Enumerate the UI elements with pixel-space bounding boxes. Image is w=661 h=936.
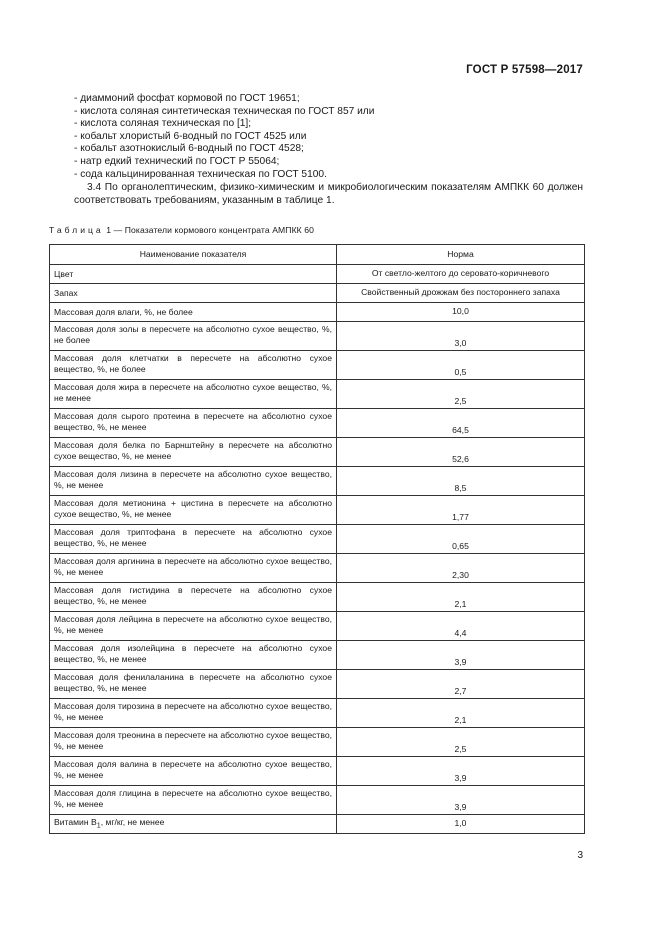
indicator-value: 3,9 [337, 757, 585, 786]
table-row [50, 728, 585, 757]
list-item: - кислота соляная техническая по [1]; [74, 118, 252, 130]
indicator-name: Массовая доля фенилаланина в пересчете на абсолютно сухое вещество, %, не менее [50, 670, 337, 699]
page-number: 3 [577, 850, 583, 861]
indicator-value: 0,65 [337, 525, 585, 554]
indicator-value: 2,5 [337, 728, 585, 757]
indicator-value: От светло-желтого до серовато-коричневого [337, 265, 585, 284]
table-row [50, 525, 585, 554]
indicator-name: Массовая доля метионина + цистина в пересчете на абсолютно сухое вещество, %, не менее [50, 496, 337, 525]
indicator-value: 10,0 [337, 303, 585, 322]
indicator-value: 1,77 [337, 496, 585, 525]
indicator-name: Массовая доля тирозина в пересчете на абсолютно сухое вещество, %, не менее [50, 699, 337, 728]
indicator-name: Массовая доля аргинина в пересчете на абсолютно сухое вещество, %, не менее [50, 554, 337, 583]
table-caption-text: 1 — Показатели кормового концентрата АМПКК 60 [106, 225, 315, 235]
table-row [50, 757, 585, 786]
document-code: ГОСТ Р 57598—2017 [466, 64, 583, 76]
table-row [50, 284, 585, 303]
indicator-name: Массовая доля триптофана в пересчете на абсолютно сухое вещество, %, не менее [50, 525, 337, 554]
indicator-value: 52,6 [337, 438, 585, 467]
indicator-value: 2,1 [337, 583, 585, 612]
indicator-value: 3,9 [337, 641, 585, 670]
indicator-name: Массовая доля глицина в пересчете на абсолютно сухое вещество, %, не менее [50, 786, 337, 815]
indicator-name: Массовая доля жира в пересчете на абсолютно сухое вещество, %, не менее [50, 380, 337, 409]
header-indicator-name: Наименование показателя [50, 245, 337, 265]
list-item: - сода кальцинированная техническая по ГОСТ 5100. [74, 168, 327, 180]
indicator-name: Массовая доля клетчатки в пересчете на абсолютно сухое вещество, %, не более [50, 351, 337, 380]
indicator-value: 2,1 [337, 699, 585, 728]
materials-list [74, 93, 594, 181]
table-row [50, 265, 585, 284]
indicator-name: Массовая доля треонина в пересчете на абсолютно сухое вещество, %, не менее [50, 728, 337, 757]
table-caption-label: Таблица [49, 225, 104, 235]
indicator-value: 2,5 [337, 380, 585, 409]
table-row [50, 303, 585, 322]
indicator-value: 64,5 [337, 409, 585, 438]
table-row [50, 815, 585, 834]
indicator-name: Массовая доля гистидина в пересчете на абсолютно сухое вещество, %, не менее [50, 583, 337, 612]
indicator-name: Массовая доля золы в пересчете на абсолютно сухое вещество, %, не более [50, 322, 337, 351]
indicator-value: Свойственный дрожжам без постороннего запаха [337, 284, 585, 303]
table-row [50, 670, 585, 699]
indicator-name: Массовая доля сырого протеина в пересчете на абсолютно сухое вещество, %, не менее [50, 409, 337, 438]
vitamin-name-prefix: Витамин В [54, 817, 97, 828]
indicator-value: 1,0 [337, 815, 585, 834]
table-row [50, 496, 585, 525]
indicator-value: 3,9 [337, 786, 585, 815]
table-row [50, 554, 585, 583]
header-norm: Норма [337, 245, 585, 265]
indicator-value: 2,30 [337, 554, 585, 583]
indicator-value: 0,5 [337, 351, 585, 380]
indicator-name: Массовая доля лизина в пересчете на абсолютно сухое вещество, %, не менее [50, 467, 337, 496]
table-header-row [50, 245, 585, 265]
table-caption [49, 225, 314, 235]
vitamin-name-suffix: , мг/кг, не менее [100, 817, 165, 828]
table-row [50, 351, 585, 380]
indicator-value: 2,7 [337, 670, 585, 699]
indicator-value: 3,0 [337, 322, 585, 351]
indicator-name: Запах [50, 284, 337, 303]
indicator-name [50, 815, 337, 834]
indicator-value: 4,4 [337, 612, 585, 641]
indicators-table [49, 244, 585, 834]
requirements-paragraph: 3.4 По органолептическим, физико-химическим и микробиологическим показателям АМПКК 60 должен соответствовать требованиям, указанным в таблице 1. [74, 182, 583, 206]
table-row [50, 786, 585, 815]
table-row [50, 438, 585, 467]
table-row [50, 322, 585, 351]
indicator-name: Массовая доля белка по Барнштейну в пересчете на абсолютно сухое вещество, %, не менее [50, 438, 337, 467]
list-item: - кобальт хлористый 6-водный по ГОСТ 4525 или [74, 130, 307, 142]
list-item: - кислота соляная синтетическая техническая по ГОСТ 857 или [74, 105, 375, 117]
table-row [50, 583, 585, 612]
table-row [50, 612, 585, 641]
table-row [50, 641, 585, 670]
table-row [50, 409, 585, 438]
table-row [50, 380, 585, 409]
indicator-value: 8,5 [337, 467, 585, 496]
list-item: - диаммоний фосфат кормовой по ГОСТ 19651; [74, 93, 300, 104]
indicator-name: Цвет [50, 265, 337, 284]
table-row [50, 467, 585, 496]
indicator-name: Массовая доля валина в пересчете на абсолютно сухое вещество, %, не менее [50, 757, 337, 786]
list-item: - кобальт азотнокислый 6-водный по ГОСТ 4528; [74, 143, 304, 155]
indicator-name: Массовая доля лейцина в пересчете на абсолютно сухое вещество, %, не менее [50, 612, 337, 641]
list-item: - натр едкий технический по ГОСТ Р 55064; [74, 155, 280, 167]
indicator-name: Массовая доля изолейцина в пересчете на абсолютно сухое вещество, %, не менее [50, 641, 337, 670]
table-row [50, 699, 585, 728]
vitamin-subscript: 1 [96, 821, 101, 830]
indicator-name: Массовая доля влаги, %, не более [50, 303, 337, 322]
